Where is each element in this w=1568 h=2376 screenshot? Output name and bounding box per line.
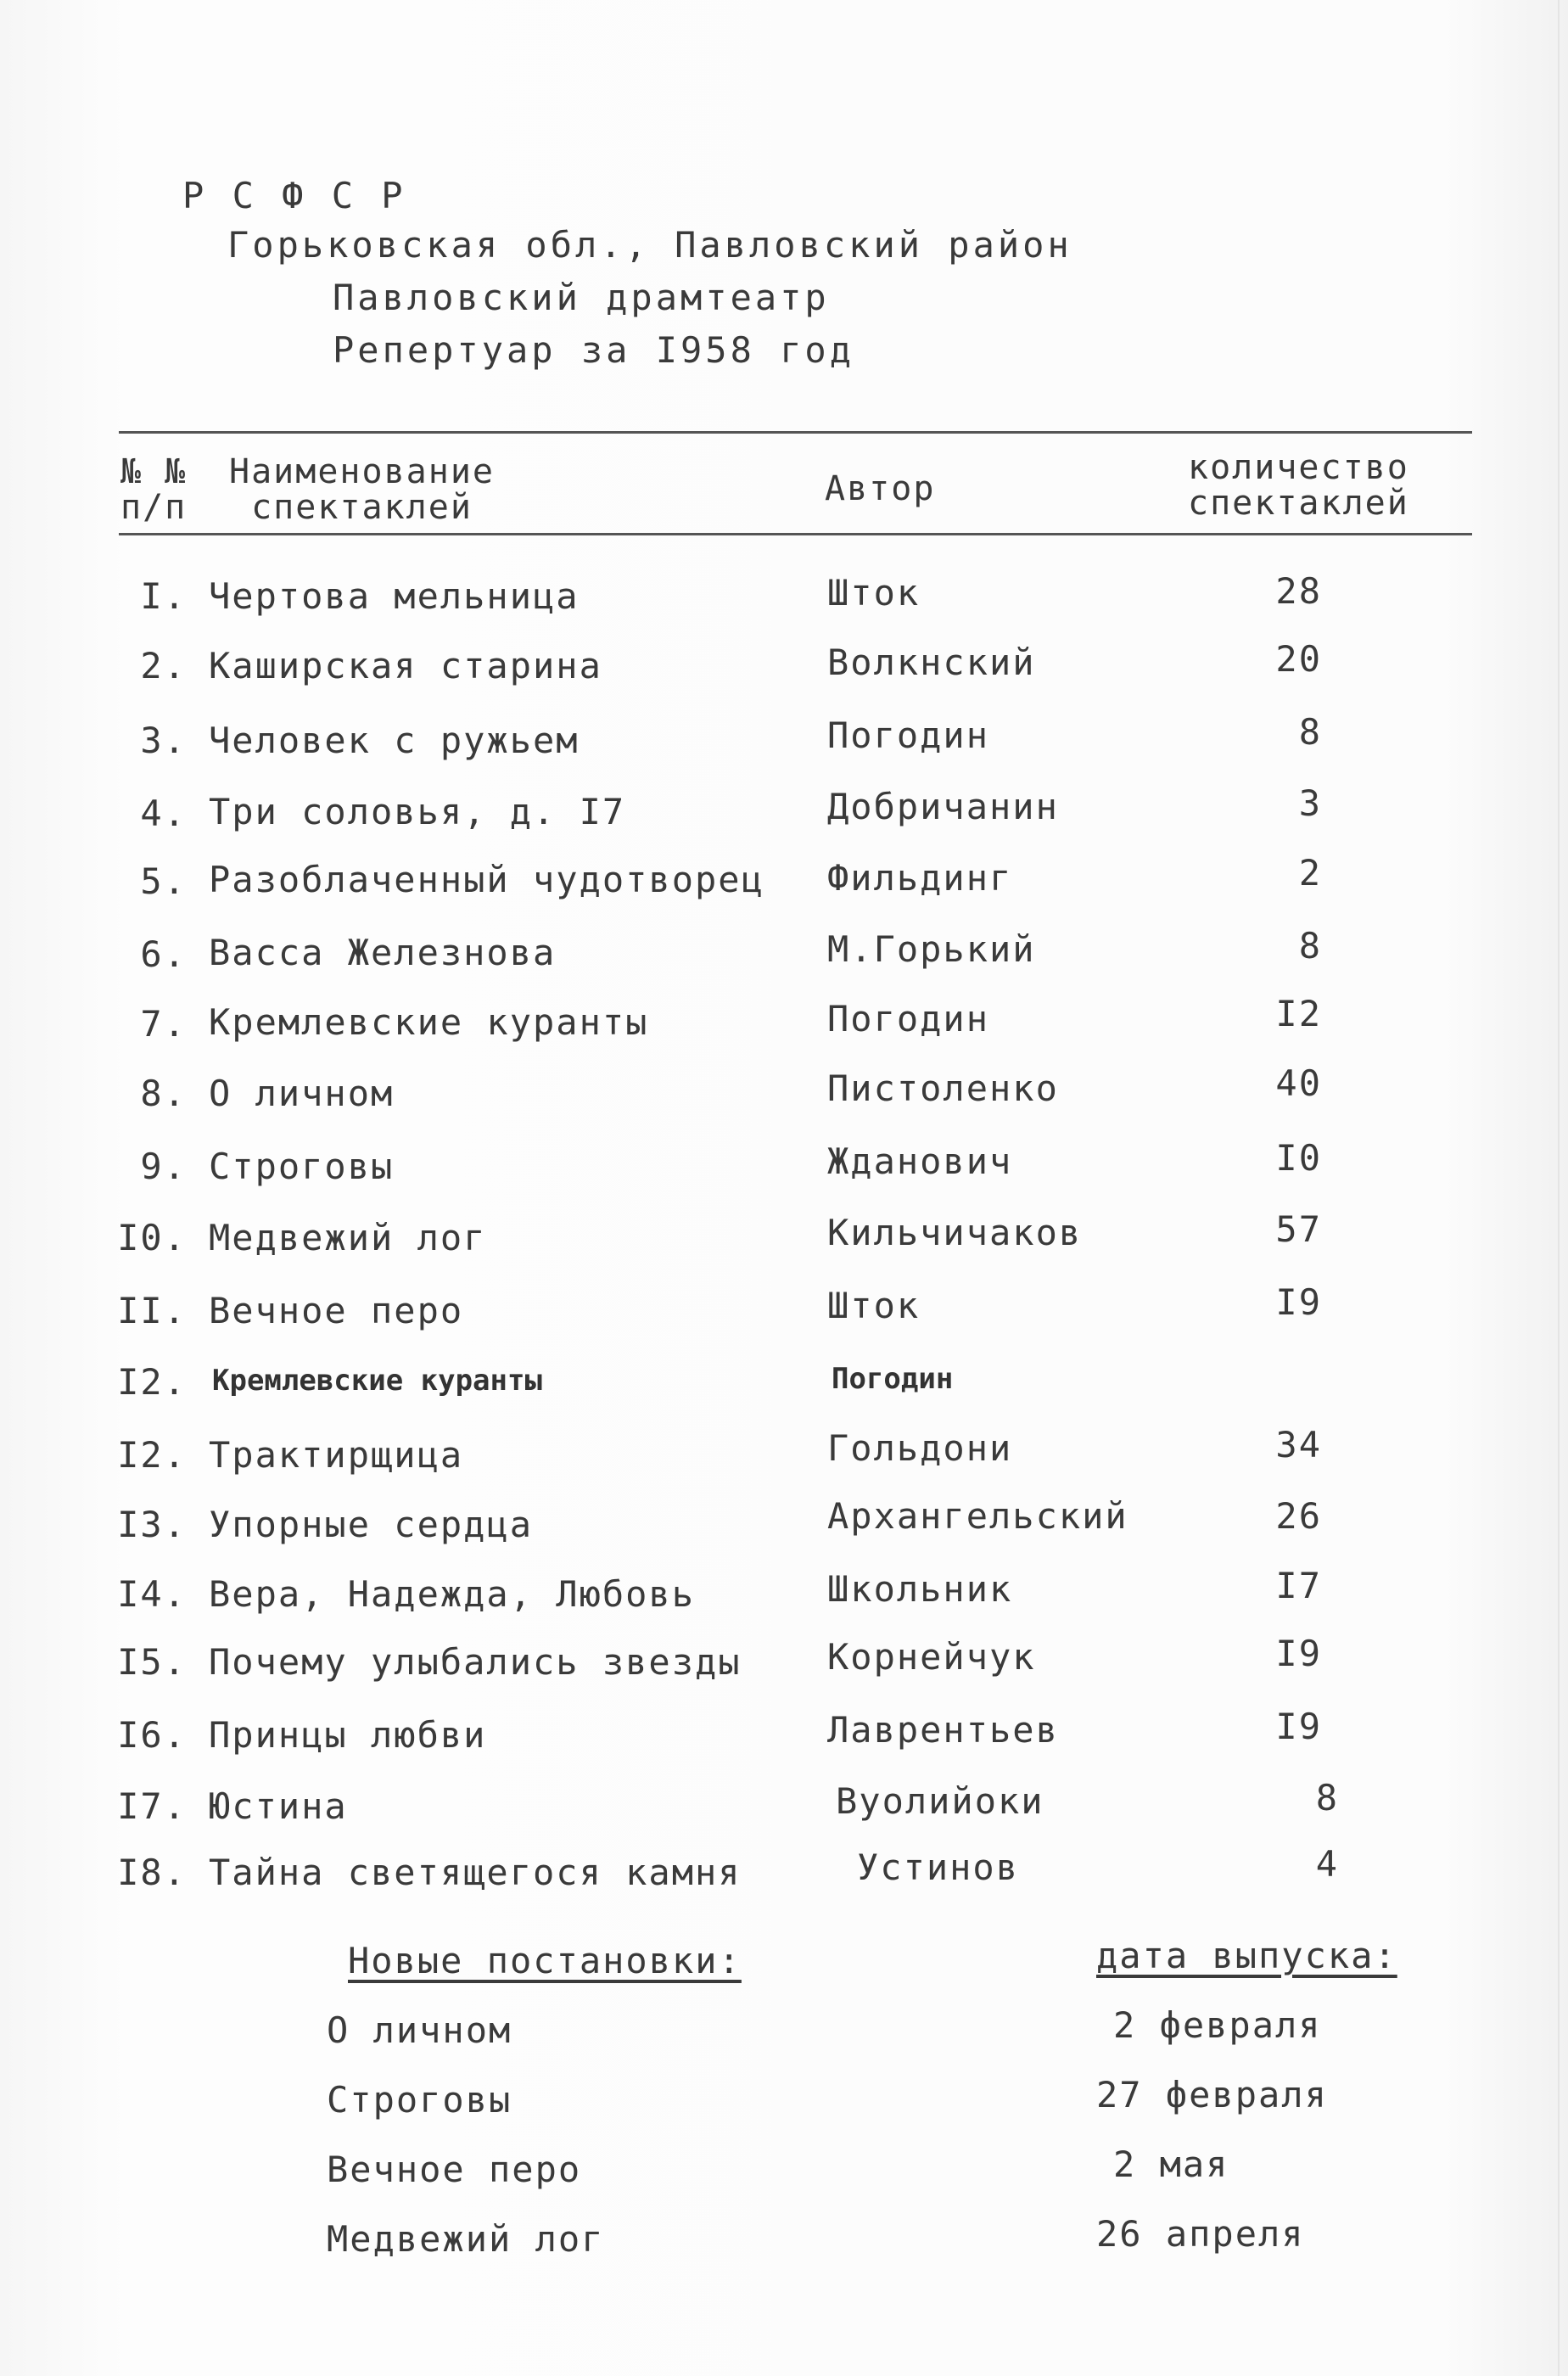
col-header-count: количество спектаклей: [1188, 448, 1409, 523]
row-title: Разоблаченный чудотворец: [209, 859, 764, 900]
row-count: 57: [1275, 1208, 1322, 1250]
row-title: Строговы: [209, 1146, 395, 1187]
new-production-title: Медвежий лог: [327, 2218, 605, 2260]
row-number: I8.: [117, 1852, 187, 1893]
table-header-rule: [119, 533, 1472, 535]
row-author: Фильдинг: [827, 857, 1013, 899]
new-production-title: Вечное перо: [327, 2149, 582, 2190]
row-title: Человек с ружьем: [209, 720, 580, 761]
row-count: 28: [1275, 570, 1322, 612]
row-title: Упорные сердца: [209, 1504, 534, 1545]
new-production-title: Строговы: [327, 2079, 512, 2121]
row-title: Вечное перо: [209, 1290, 464, 1331]
row-author: Вуолийоки: [836, 1780, 1044, 1822]
row-count: 34: [1275, 1424, 1322, 1465]
row-author: Кильчичаков: [827, 1212, 1083, 1253]
row-title: Принцы любви: [209, 1714, 487, 1756]
row-count: 4: [1315, 1843, 1339, 1885]
page-edge-line: [1558, 0, 1560, 2376]
row-number: I2.: [117, 1434, 187, 1476]
row-author: М.Горький: [827, 928, 1036, 970]
row-title: Юстина: [209, 1785, 348, 1827]
row-count: 2: [1298, 852, 1322, 894]
new-production-date: 2 мая: [1113, 2143, 1229, 2185]
row-title: Кремлевские куранты: [209, 1001, 649, 1043]
row-author-struck: Погодин: [832, 1362, 954, 1396]
row-author: Лаврентьев: [827, 1709, 1059, 1751]
col-header-author: Автор: [825, 469, 936, 508]
row-author: Корнейчук: [827, 1636, 1036, 1678]
new-productions-heading: Новые постановки:: [348, 1940, 742, 1981]
new-production-title: О личном: [327, 2009, 512, 2051]
row-title: Тайна светящегося камня: [209, 1852, 742, 1893]
header-region: Горьковская обл., Павловский район: [227, 224, 1072, 266]
row-title: Каширская старина: [209, 645, 602, 686]
row-author: Погодин: [827, 998, 990, 1040]
row-number: I5.: [117, 1641, 187, 1683]
row-number: 6.: [140, 933, 187, 975]
header-rsfsr: Р С Ф С Р: [182, 175, 406, 216]
row-title: Чертова мельница: [209, 575, 580, 617]
row-author: Архангельский: [827, 1495, 1128, 1537]
release-date-heading: дата выпуска:: [1096, 1935, 1397, 1976]
row-count: 40: [1275, 1062, 1322, 1104]
row-count: I7: [1275, 1565, 1322, 1606]
row-title: Трактирщица: [209, 1434, 464, 1476]
row-count: 26: [1275, 1495, 1322, 1537]
header-theatre: Павловский драмтеатр: [333, 277, 830, 318]
col-header-number: № № п/п: [120, 452, 188, 527]
row-number: 4.: [140, 793, 187, 834]
row-title: Медвежий лог: [209, 1217, 487, 1258]
row-title: О личном: [209, 1073, 395, 1114]
row-count: I9: [1275, 1706, 1322, 1747]
row-author: Жданович: [827, 1140, 1013, 1182]
row-author: Шток: [827, 572, 921, 614]
row-title: Вера, Надежда, Любовь: [209, 1573, 696, 1615]
row-number: I6.: [117, 1714, 187, 1756]
row-count: 3: [1298, 782, 1322, 824]
row-count: I9: [1275, 1633, 1322, 1674]
row-number: 9.: [140, 1146, 187, 1187]
row-title-struck: Кремлевские куранты: [212, 1364, 542, 1398]
row-author: Погодин: [827, 714, 990, 756]
new-production-date: 27 февраля: [1096, 2074, 1328, 2115]
row-count: I0: [1275, 1137, 1322, 1179]
row-title: Васса Железнова: [209, 932, 557, 973]
row-number: I.: [140, 575, 187, 617]
new-production-date: 2 февраля: [1113, 2004, 1322, 2046]
row-number: 3.: [140, 720, 187, 761]
row-number: I4.: [117, 1573, 187, 1615]
row-author: Школьник: [827, 1568, 1013, 1610]
row-author: Устинов: [857, 1846, 1020, 1888]
new-production-date: 26 апреля: [1096, 2213, 1305, 2255]
row-number-struck: I2.: [117, 1361, 187, 1403]
row-count: I9: [1275, 1281, 1322, 1323]
row-number: I0.: [117, 1217, 187, 1258]
row-author: Шток: [827, 1285, 921, 1326]
row-author: Гольдони: [827, 1427, 1013, 1469]
header-repertoire-title: Репертуар за I958 год: [333, 329, 855, 371]
row-author: Волкнский: [827, 642, 1036, 683]
row-number: II.: [117, 1290, 187, 1331]
row-number: 8.: [140, 1073, 187, 1114]
row-count: 20: [1275, 638, 1322, 680]
col-header-title: Наименование спектаклей: [229, 452, 495, 527]
row-title: Почему улыбались звезды: [209, 1641, 742, 1683]
table-top-rule: [119, 431, 1472, 434]
row-number: 2.: [140, 645, 187, 686]
row-author: Добричанин: [827, 786, 1059, 827]
row-count: 8: [1298, 925, 1322, 967]
row-count: 8: [1298, 711, 1322, 753]
row-title: Три соловья, д. I7: [209, 791, 626, 832]
row-count: I2: [1275, 993, 1322, 1034]
row-count: 8: [1315, 1777, 1339, 1818]
row-number: I7.: [117, 1785, 187, 1827]
row-author: Пистоленко: [827, 1068, 1059, 1109]
row-number: I3.: [117, 1504, 187, 1545]
row-number: 7.: [140, 1003, 187, 1045]
row-number: 5.: [140, 860, 187, 902]
